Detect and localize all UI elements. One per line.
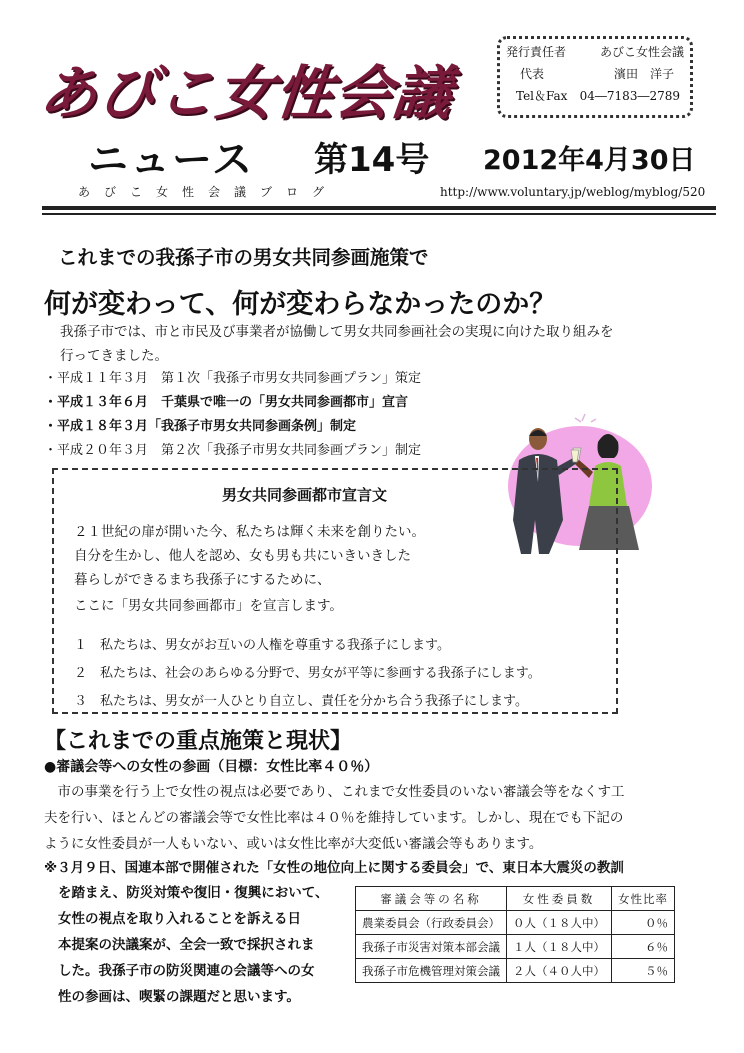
female-members: １人（１８人中） xyxy=(507,935,612,959)
issue-number: 第14号 xyxy=(314,140,430,180)
masthead-rule-thick xyxy=(42,206,716,210)
article-intro xyxy=(60,320,720,368)
pledge-item: ３ 私たちは、男女が一人ひとり自立し、責任を分かち合う我孫子にします。 xyxy=(74,694,528,709)
committee-name: 農業委員会（行政委員会） xyxy=(356,911,507,935)
table-row xyxy=(356,959,675,983)
intro-line: 行ってきました。 xyxy=(60,348,168,364)
publisher-row xyxy=(506,41,684,63)
section-paragraph xyxy=(44,779,714,857)
note-line: 女性の視点を取り入れることを訴える日 xyxy=(58,911,301,927)
header-committee-name: 審議会等の名称 xyxy=(356,887,507,911)
news-label: ニュース xyxy=(88,137,254,183)
female-ratio: ０％ xyxy=(612,911,675,935)
issue-date: 2012年4月30日 xyxy=(483,145,696,176)
section-title: 【これまでの重点施策と現状】 xyxy=(44,729,353,754)
publisher-label: 発行責任者 xyxy=(506,45,567,59)
article-subtitle: これまでの我孫子市の男女共同参画施策で xyxy=(58,246,429,269)
history-item: ・平成１８年３月「我孫子市男女共同参画条例」制定 xyxy=(44,419,357,434)
committee-name: 我孫子市災害対策本部会議 xyxy=(356,935,507,959)
declaration-body xyxy=(74,520,425,592)
declaration-closing: ここに「男女共同参画都市」を宣言します。 xyxy=(74,598,343,614)
table-row xyxy=(356,935,675,959)
header-female-ratio: 女性比率 xyxy=(612,887,675,911)
committee-name: 我孫子市危機管理対策会議 xyxy=(356,959,507,983)
female-ratio: ６％ xyxy=(612,935,675,959)
table-row xyxy=(356,911,675,935)
note-line: 本提案の決議案が、全会一致で採択されま xyxy=(58,937,315,953)
history-item: ・平成１３年６月 千葉県で唯一の「男女共同参画都市」宣言 xyxy=(44,395,409,410)
representative-name: 濱田 洋子 xyxy=(613,67,674,81)
blog-url[interactable]: http://www.voluntary.jp/weblog/myblog/520 xyxy=(440,185,706,199)
history-item: ・平成２０年３月 第２次「我孫子市男女共同参画プラン」制定 xyxy=(44,443,422,458)
declaration-line: ２１世紀の扉が開いた今、私たちは輝く未来を創りたい。 xyxy=(74,524,425,540)
note-first-line: ※３月９日、国連本部で開催された「女性の地位向上に関する委員会」で、東日本大震災の教訓 xyxy=(44,860,624,876)
pledge-item: １ 私たちは、男女がお互いの人権を尊重する我孫子にします。 xyxy=(74,638,450,653)
representative-label: 代表 xyxy=(520,67,545,81)
paragraph-line: ように女性委員が一人もいない、或いは女性比率が大変低い審議会等もあります。 xyxy=(44,836,543,852)
history-list xyxy=(44,367,421,463)
newsletter-logo: あびこ女性会議 xyxy=(35,59,457,127)
telfax-number: 04―7183―2789 xyxy=(579,89,680,103)
header-female-members: 女性委員数 xyxy=(507,887,612,911)
intro-line: 我孫子市では、市と市民及び事業者が協働して男女共同参画社会の実現に向けた取り組みを xyxy=(60,324,614,340)
representative-row xyxy=(506,63,684,85)
declaration-line: 暮らしができるまち我孫子にするために、 xyxy=(74,572,331,588)
declaration-title: 男女共同参画都市宣言文 xyxy=(222,486,388,504)
table-header-row xyxy=(356,887,675,911)
female-members: ２人（４０人中） xyxy=(507,959,612,983)
committee-table xyxy=(355,886,675,983)
article-headline: 何が変わって、何が変わらなかったのか？ xyxy=(44,289,557,320)
sparkles xyxy=(575,414,596,422)
publisher-box xyxy=(497,36,693,118)
history-item: ・平成１１年３月 第１次「我孫子市男女共同参画プラン」策定 xyxy=(44,371,422,386)
female-members: ０人（１８人中） xyxy=(507,911,612,935)
pledge-item: ２ 私たちは、社会のあらゆる分野で、男女が平等に参画する我孫子にします。 xyxy=(74,666,541,681)
section-heading: ●審議会等への女性の参画（目標：女性比率４０％） xyxy=(44,759,379,775)
note-body xyxy=(58,880,329,1010)
telfax-row xyxy=(506,85,684,107)
paragraph-line: 夫を行い、ほとんどの審議会等で女性比率は４０％を維持しています。しかし、現在でも下記の xyxy=(44,810,624,826)
paragraph-line: 市の事業を行う上で女性の視点は必要であり、これまで女性委員のいない審議会等をなくす工 xyxy=(44,784,625,800)
masthead-rule-thin xyxy=(42,213,716,215)
declaration-pledges xyxy=(74,632,541,716)
note-line: を踏まえ、防災対策や復旧・復興において、 xyxy=(58,885,329,901)
note-line: 性の参画は、喫緊の課題だと思います。 xyxy=(58,989,300,1005)
female-ratio: ５％ xyxy=(612,959,675,983)
declaration-line: 自分を生かし、他人を認め、女も男も共にいきいきした xyxy=(74,548,411,564)
publisher-name: あびこ女性会議 xyxy=(599,45,684,59)
blog-label: あびこ女性会議ブログ xyxy=(78,185,339,199)
note-line: した。我孫子市の防災関連の会議等への女 xyxy=(58,963,315,979)
telfax-label: Tel＆Fax xyxy=(516,89,568,103)
